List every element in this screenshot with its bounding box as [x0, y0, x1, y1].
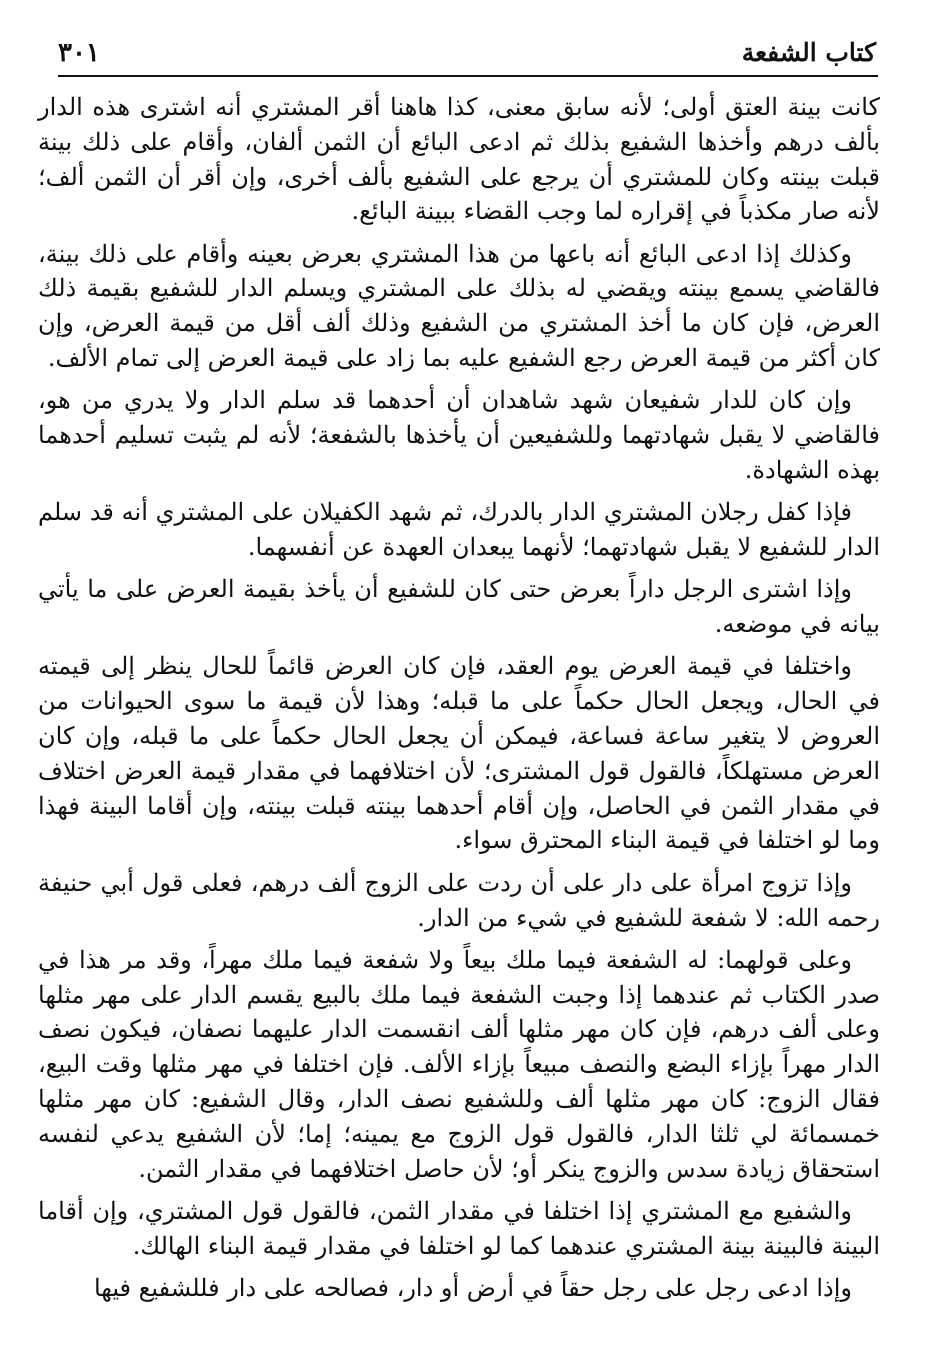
paragraph-9: والشفيع مع المشتري إذا اختلفا في مقدار الثمن، فالقول قول المشتري، وإن أقاما البينة فالبينة بينة المشتري عندهما كما لو اختلفا في مقدار قيمة البناء الهالك.: [38, 1196, 880, 1260]
paragraph-8: وعلى قولهما: له الشفعة فيما ملك بيعاً ولا شفعة فيما ملك مهراً، وقد مر هذا في صدر الكتاب ثم عندهما إذا وجبت الشفعة فيما ملك بالبيع يقسم الدار على مهر مثلها وعلى ألف درهم، فإن كان مهر مثلها ألف انقسمت الدار عليهما نصفان، فيكون نصف الدار مهراً بإزاء البضع والنصف مبيعاً بإزاء الألف. فإن اختلفا في مهر مثلها وقت البيع، فقال الزوج: كان مهر مثلها ألف وللشفيع نصف الدار، وقال الشفيع: كان مهر مثلها خمسمائة لي ثلثا الدار، فالقول قول الزوج مع يمينه؛ إما؛ لأن الشفيع يدعي لنفسه استحقاق زيادة سدس والزوج ينكر أو؛ لأن حاصل اختلافهما في مقدار الثمن.: [38, 945, 880, 1183]
page-header: [58, 30, 876, 74]
page-number: ٣٠١: [58, 38, 100, 68]
paragraph-6: واختلفا في قيمة العرض يوم العقد، فإن كان العرض قائماً للحال ينظر إلى قيمته في الحال، ويجعل الحال حكماً على ما قبله؛ وهذا لأن قيمة ما سوى الحيوانات من العروض لا يتغير ساعة فساعة، فيمكن أن يجعل الحال حكماً على ما قبله، وإن كان العرض مستهلكاً، فالقول قول المشترى؛ لأن اختلافهما في مقدار قيمة العرض اختلاف في مقدار الثمن في الحاصل، وإن أقام أحدهما بينته قبلت بينته، وإن أقاما البينة فهذا وما لو اختلفا في قيمة البناء المحترق سواء.: [38, 652, 880, 855]
paragraph-2: وكذلك إذا ادعى البائع أنه باعها من هذا المشتري بعرض بعينه وأقام على ذلك بينة، فالقاضي يسمع بينته ويقضي له بذلك على المشتري ويسلم الدار للشفيع بقيمة ذلك العرض، فإن كان ما أخذ المشتري من الشفيع وذلك ألف أقل من قيمة العرض، وإن كان أكثر من قيمة العرض رجع الشفيع عليه بما زاد على قيمة العرض إلى تمام الألف.: [38, 239, 880, 373]
paragraph-3: وإن كان للدار شفيعان شهد شاهدان أن أحدهما قد سلم الدار ولا يدري من هو، فالقاضي لا يقبل شهادتهما وللشفيعين أن يأخذها بالشفعة؛ لأنه لم يثبت تسليم أحدهما بهذه الشهادة.: [38, 386, 880, 484]
paragraph-1: كانت بينة العتق أولى؛ لأنه سابق معنى، كذا هاهنا أقر المشتري أنه اشترى هذه الدار بألف درهم وأخذها الشفيع بذلك ثم ادعى البائع أن الثمن ألفان، وأقام على ذلك بينة قبلت بينته وكان للمشتري أن يرجع على الشفيع بألف أخرى، وإن أقر أن الثمن ألف؛ لأنه صار مكذباً في إقراره لما وجب القضاء ببينة البائع.: [38, 93, 880, 226]
header-divider: [58, 75, 878, 77]
body-text: [38, 90, 880, 1313]
paragraph-4: فإذا كفل رجلان المشتري الدار بالدرك، ثم شهد الكفيلان على المشتري أنه قد سلم الدار للشفيع لا يقبل شهادتهما؛ لأنهما يبعدان العهدة عن أنفسهما.: [38, 498, 880, 562]
chapter-title: كتاب الشفعة: [741, 38, 876, 67]
paragraph-7: وإذا تزوج امرأة على دار على أن ردت على الزوج ألف درهم، فعلى قول أبي حنيفة رحمه الله: لا شفعة للشفيع في شيء من الدار.: [38, 868, 880, 932]
paragraph-5: وإذا اشترى الرجل داراً بعرض حتى كان للشفيع أن يأخذ بقيمة العرض على ما يأتي بيانه في موضعه.: [38, 575, 880, 639]
paragraph-10: وإذا ادعى رجل على رجل حقاً في أرض أو دار، فصالحه على دار فللشفيع فيها: [93, 1274, 852, 1302]
